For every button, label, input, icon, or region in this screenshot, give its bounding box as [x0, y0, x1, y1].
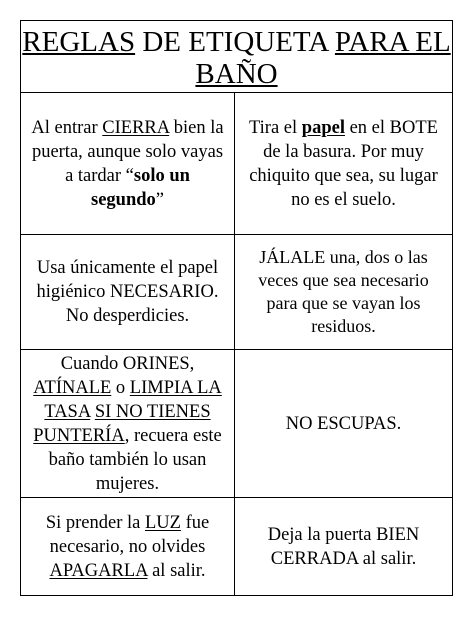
rule-text-part: ” — [155, 189, 164, 210]
rule-text-part: Si prender la — [45, 512, 145, 533]
rule-text: JÁLALE una, dos o las veces que sea necesario para que se vayan los residuos. — [258, 247, 429, 336]
rule-text — [27, 116, 228, 212]
title-middle: DE ETIQUETA — [135, 26, 335, 58]
rule-emphasis: APAGARLA — [49, 560, 148, 581]
rule-text-part: , recuera este baño también lo usan mujeres. — [48, 425, 222, 494]
rule-bold: solo un segundo — [91, 165, 190, 210]
page-title — [21, 21, 452, 93]
rule-row-1 — [21, 93, 452, 235]
rule-text: NO ESCUPAS. — [285, 413, 402, 434]
rule-cell-paper-bin — [235, 93, 452, 234]
rule-emphasis: CIERRA — [102, 117, 170, 138]
title-line-1 — [21, 26, 452, 58]
rule-text: Deja la puerta BIEN CERRADA al salir. — [267, 524, 420, 569]
rule-text-part: en el BOTE de la basura. Por muy chiquito que sea, su lugar no es el suelo. — [249, 117, 438, 210]
rule-row-2 — [21, 235, 452, 350]
rule-cell-aim — [21, 350, 235, 497]
rule-bold-emphasis: papel — [301, 117, 345, 138]
rule-cell-light — [21, 498, 235, 595]
rule-text-part: fue necesario, no olvides — [49, 512, 210, 557]
rule-text-part: o — [111, 377, 130, 398]
rule-cell-no-spit — [235, 350, 452, 497]
rule-text-part: Tira el — [249, 117, 302, 138]
rule-text: Usa únicamente el papel higiénico NECESARIO. No desperdicies. — [36, 258, 219, 326]
rule-text — [27, 352, 228, 496]
rule-text — [27, 511, 228, 583]
title-word-para-el: PARA EL — [334, 26, 451, 58]
rule-emphasis: LUZ — [144, 512, 181, 533]
rule-cell-flush — [235, 235, 452, 349]
title-word-reglas: REGLAS — [22, 26, 136, 58]
rule-cell-door-closed — [235, 498, 452, 595]
rule-emphasis: SI NO TIENES PUNTERÍA — [33, 401, 211, 446]
rule-text — [241, 116, 446, 212]
rule-emphasis: LIMPIA LA TASA — [44, 377, 222, 422]
rule-text-part: al salir. — [147, 560, 206, 581]
rule-cell-paper-use — [21, 235, 235, 349]
rule-emphasis: ATÍNALE — [33, 377, 112, 398]
etiquette-sheet — [20, 20, 453, 596]
title-line-2 — [21, 58, 452, 90]
title-word-bano: BAÑO — [195, 58, 278, 90]
rule-text-part: bien la puerta, aunque solo vayas a tardar “ — [31, 117, 224, 186]
rule-row-4 — [21, 498, 452, 595]
rule-text-part: Al entrar — [31, 117, 103, 138]
rule-text-part: Cuando ORINES, — [60, 353, 195, 374]
rule-cell-close-door — [21, 93, 235, 234]
rule-row-3 — [21, 350, 452, 498]
